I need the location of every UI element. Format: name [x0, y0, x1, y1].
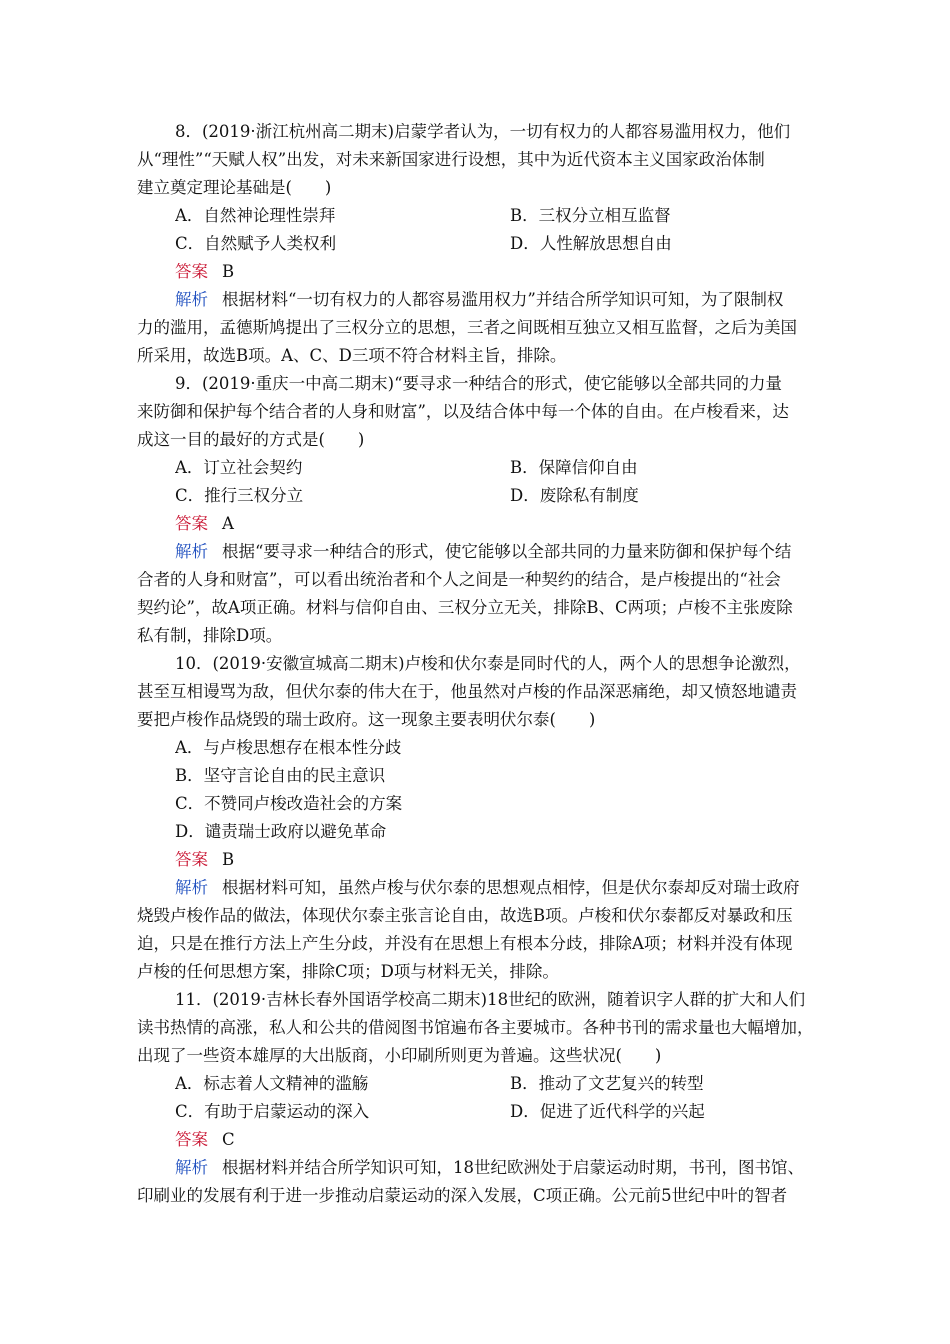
- analysis-label: 解析: [175, 878, 208, 897]
- question-stem-line: 甚至互相谩骂为敌，但伏尔泰的伟大在于，他虽然对卢梭的作品深恶痛绝，却又愤怒地谴责: [137, 682, 797, 701]
- answer-label: 答案: [175, 850, 208, 869]
- option-d: D．促进了近代科学的兴起: [510, 1102, 705, 1121]
- option-a: A．自然神论理性崇拜: [175, 206, 336, 225]
- analysis-text: 契约论”，故A项正确。材料与信仰自由、三权分立无关，排除B、C两项；卢梭不主张废除: [137, 598, 793, 617]
- analysis-text: 根据材料可知，虽然卢梭与伏尔泰的思想观点相悖，但是伏尔泰却反对瑞士政府: [222, 878, 800, 897]
- analysis-text: 印刷业的发展有利于进一步推动启蒙运动的深入发展，C项正确。公元前5世纪中叶的智者: [137, 1186, 788, 1205]
- analysis-line: [175, 286, 817, 314]
- question-stem-line: 要把卢梭作品烧毁的瑞士政府。这一现象主要表明伏尔泰( ): [137, 710, 596, 729]
- question-stem-line: 来防御和保护每个结合者的人身和财富”，以及结合体中每一个体的自由。在卢梭看来，达: [137, 402, 789, 421]
- question-stem-line: 成这一目的最好的方式是( ): [137, 430, 365, 449]
- analysis-line: [175, 874, 817, 902]
- analysis-label: 解析: [175, 542, 208, 561]
- analysis-label: 解析: [175, 1158, 208, 1177]
- question-stem-line: 9．(2019·重庆一中高二期末)“要寻求一种结合的形式，使它能够以全部共同的力量: [175, 374, 783, 393]
- question-stem-line: 8．(2019·浙江杭州高二期末)启蒙学者认为，一切有权力的人都容易滥用权力，他们: [175, 122, 791, 141]
- question-stem-line: 11．(2019·吉林长春外国语学校高二期末)18世纪的欧洲，随着识字人群的扩大和人们: [175, 990, 806, 1009]
- option-a: A．标志着人文精神的滥觞: [175, 1074, 369, 1093]
- option-b: B．坚守言论自由的民主意识: [175, 766, 386, 785]
- option-b: B．三权分立相互监督: [510, 206, 671, 225]
- answer-value: B: [222, 850, 235, 869]
- option-b: B．推动了文艺复兴的转型: [510, 1074, 704, 1093]
- option-c: C．推行三权分立: [175, 486, 304, 505]
- analysis-text: 力的滥用，孟德斯鸠提出了三权分立的思想，三者之间既相互独立又相互监督，之后为美国: [137, 318, 797, 337]
- option-b: B．保障信仰自由: [510, 458, 638, 477]
- option-d: D．废除私有制度: [510, 486, 639, 505]
- answer-value: C: [222, 1130, 235, 1149]
- analysis-label: 解析: [175, 290, 208, 309]
- question-stem-line: 建立奠定理论基础是( ): [137, 178, 332, 197]
- question-stem-line: 10．(2019·安徽宣城高二期末)卢梭和伏尔泰是同时代的人，两个人的思想争论激烈，: [175, 654, 801, 673]
- answer-label: 答案: [175, 262, 208, 281]
- analysis-text: 根据材料“一切有权力的人都容易滥用权力”并结合所学知识可知，为了限制权: [222, 290, 784, 309]
- answer-label: 答案: [175, 514, 208, 533]
- question-stem-line: 从“理性”“天赋人权”出发，对未来新国家进行设想，其中为近代资本主义国家政治体制: [137, 150, 765, 169]
- option-c: C．不赞同卢梭改造社会的方案: [175, 794, 403, 813]
- answer-line: [175, 510, 817, 538]
- analysis-text: 私有制，排除D项。: [137, 626, 283, 645]
- option-a: A．与卢梭思想存在根本性分歧: [175, 738, 402, 757]
- answer-value: A: [222, 514, 234, 533]
- question-stem-line: 出现了一些资本雄厚的大出版商，小印刷所则更为普遍。这些状况( ): [137, 1046, 662, 1065]
- option-c: C．有助于启蒙运动的深入: [175, 1102, 370, 1121]
- option-a: A．订立社会契约: [175, 458, 303, 477]
- analysis-text: 卢梭的任何思想方案，排除C项；D项与材料无关，排除。: [137, 962, 559, 981]
- option-c: C．自然赋予人类权利: [175, 234, 337, 253]
- analysis-text: 根据“要寻求一种结合的形式，使它能够以全部共同的力量来防御和保护每个结: [222, 542, 792, 561]
- analysis-text: 合者的人身和财富”，可以看出统治者和个人之间是一种契约的结合，是卢梭提出的“社会: [137, 570, 781, 589]
- question-stem-line: 读书热情的高涨，私人和公共的借阅图书馆遍布各主要城市。各种书刊的需求量也大幅增加，: [137, 1018, 814, 1037]
- analysis-line: [175, 1154, 817, 1182]
- answer-line: [175, 1126, 817, 1154]
- analysis-line: [175, 538, 817, 566]
- option-d: D．人性解放思想自由: [510, 234, 672, 253]
- analysis-text: 迫，只是在推行方法上产生分歧，并没有在思想上有根本分歧，排除A项；材料并没有体现: [137, 934, 793, 953]
- analysis-text: 根据材料并结合所学知识可知，18世纪欧洲处于启蒙运动时期，书刊，图书馆、: [222, 1158, 804, 1177]
- answer-value: B: [222, 262, 235, 281]
- answer-line: [175, 846, 817, 874]
- analysis-text: 烧毁卢梭作品的做法，体现伏尔泰主张言论自由，故选B项。卢梭和伏尔泰都反对暴政和压: [137, 906, 793, 925]
- option-d: D．谴责瑞士政府以避免革命: [175, 822, 387, 841]
- answer-line: [175, 258, 817, 286]
- analysis-text: 所采用，故选B项。A、C、D三项不符合材料主旨，排除。: [137, 346, 567, 365]
- answer-label: 答案: [175, 1130, 208, 1149]
